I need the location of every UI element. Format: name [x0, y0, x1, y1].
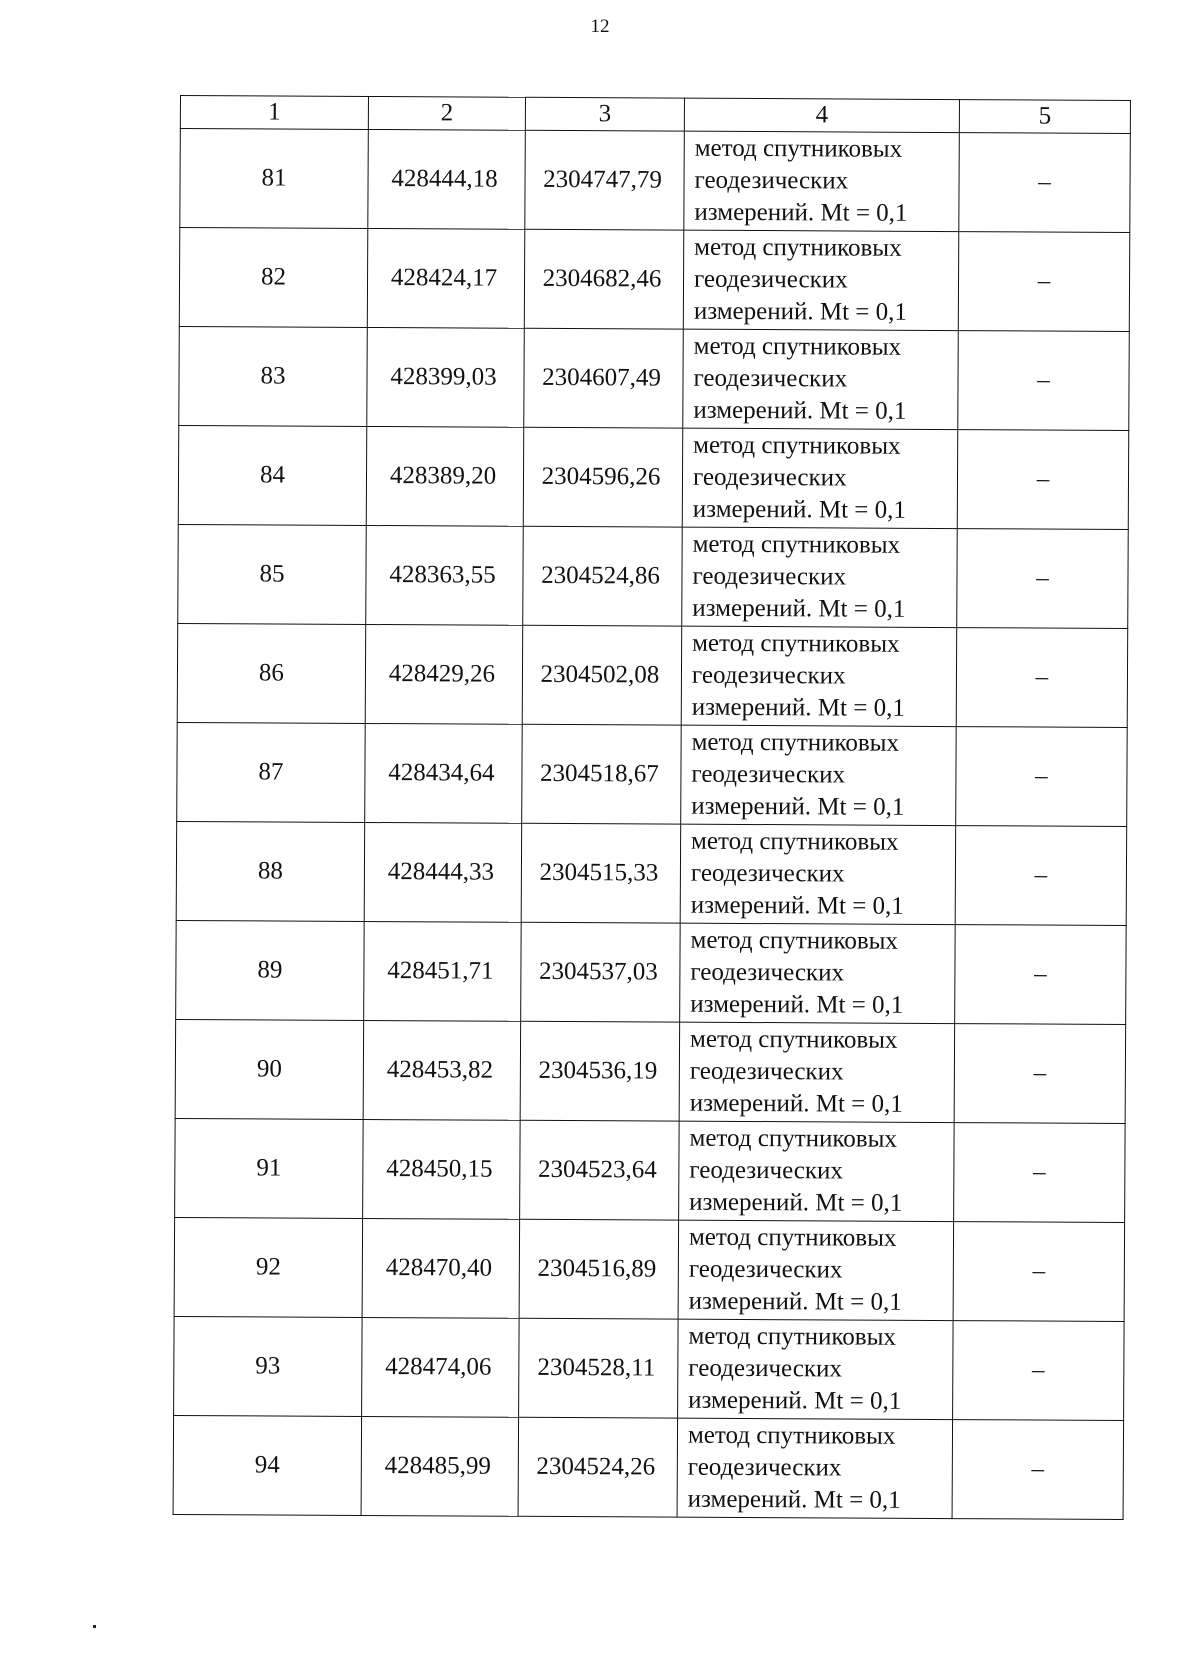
- x-coordinate-cell: 428424,17: [367, 228, 525, 328]
- note-cell: –: [955, 925, 1127, 1025]
- method-line-1: метод спутниковых: [693, 332, 902, 361]
- point-number-cell: 82: [179, 228, 368, 328]
- method-line-2: геодезических: [693, 364, 848, 393]
- note-cell: –: [952, 1420, 1124, 1520]
- note-cell: –: [956, 628, 1128, 728]
- method-cell: [680, 923, 956, 1023]
- method-line-2: геодезических: [692, 463, 847, 492]
- column-header-2: 2: [368, 96, 525, 130]
- method-line-3: измерений. Mt = 0,1: [693, 297, 908, 326]
- method-line-2: геодезических: [691, 661, 846, 690]
- method-line-3: измерений. Mt = 0,1: [688, 1287, 902, 1316]
- method-line-1: метод спутниковых: [688, 1322, 896, 1351]
- method-line-2: геодезических: [689, 1156, 844, 1185]
- point-number-cell: 85: [178, 524, 367, 624]
- method-cell: [683, 230, 959, 330]
- page-number: 12: [590, 16, 610, 37]
- method-line-1: метод спутниковых: [694, 134, 903, 163]
- method-line-2: геодезических: [688, 1255, 843, 1284]
- method-line-1: метод спутниковых: [688, 1223, 897, 1252]
- y-coordinate-cell: 2304523,64: [520, 1120, 680, 1220]
- method-line-1: метод спутниковых: [689, 1025, 898, 1054]
- table-row: [176, 821, 1127, 925]
- method-line-1: метод спутниковых: [689, 1124, 898, 1153]
- method-line-2: геодезических: [690, 859, 845, 888]
- point-number-cell: 87: [177, 722, 366, 822]
- y-coordinate-cell: 2304596,26: [523, 427, 683, 527]
- x-coordinate-cell: 428470,40: [362, 1218, 520, 1318]
- method-cell: [679, 1022, 955, 1122]
- scan-speck: [93, 1625, 96, 1628]
- method-line-1: метод спутниковых: [692, 530, 901, 559]
- table-header-row: [180, 96, 1130, 134]
- x-coordinate-cell: 428451,71: [364, 921, 522, 1021]
- method-line-2: геодезических: [691, 760, 846, 789]
- method-cell: [683, 329, 959, 429]
- x-coordinate-cell: 428450,15: [363, 1119, 521, 1219]
- point-number-cell: 84: [178, 425, 367, 525]
- column-header-4: 4: [684, 98, 959, 132]
- point-number-cell: 93: [174, 1316, 363, 1416]
- coordinates-table: [173, 95, 1131, 1520]
- note-cell: –: [953, 1321, 1125, 1421]
- column-header-1: 1: [180, 96, 368, 130]
- x-coordinate-cell: 428389,20: [366, 426, 524, 526]
- table-body: [173, 129, 1130, 1520]
- method-line-1: метод спутниковых: [693, 431, 901, 460]
- method-line-3: измерений. Mt = 0,1: [692, 594, 906, 623]
- y-coordinate-cell: 2304502,08: [522, 625, 682, 725]
- x-coordinate-cell: 428429,26: [365, 624, 523, 724]
- method-cell: [682, 527, 958, 627]
- note-cell: –: [958, 232, 1130, 332]
- method-line-1: метод спутниковых: [694, 233, 902, 262]
- method-line-1: метод спутниковых: [691, 728, 900, 757]
- table-row: [180, 129, 1131, 233]
- method-line-1: метод спутниковых: [692, 629, 900, 658]
- point-number-cell: 88: [176, 821, 365, 921]
- y-coordinate-cell: 2304524,26: [518, 1417, 678, 1517]
- method-cell: [677, 1418, 953, 1518]
- y-coordinate-cell: 2304747,79: [525, 130, 685, 230]
- y-coordinate-cell: 2304515,33: [521, 823, 681, 923]
- point-number-cell: 90: [175, 1019, 364, 1119]
- note-cell: –: [957, 430, 1129, 530]
- point-number-cell: 94: [173, 1415, 362, 1515]
- note-cell: –: [957, 529, 1129, 629]
- method-cell: [681, 626, 957, 726]
- method-line-1: метод спутниковых: [687, 1421, 896, 1450]
- table-row: [174, 1217, 1125, 1321]
- method-cell: [678, 1220, 954, 1320]
- note-cell: –: [954, 1024, 1126, 1124]
- point-number-cell: 83: [179, 326, 368, 426]
- x-coordinate-cell: 428444,18: [368, 129, 526, 229]
- table-row: [178, 524, 1129, 628]
- method-line-2: геодезических: [690, 958, 845, 987]
- y-coordinate-cell: 2304524,86: [523, 526, 683, 626]
- method-line-3: измерений. Mt = 0,1: [689, 1089, 903, 1118]
- column-header-5: 5: [959, 100, 1130, 134]
- method-cell: [684, 131, 960, 231]
- table-row: [174, 1316, 1125, 1420]
- point-number-cell: 91: [175, 1118, 364, 1218]
- x-coordinate-cell: 428474,06: [362, 1317, 520, 1417]
- method-cell: [682, 428, 958, 528]
- table-row: [175, 1019, 1126, 1123]
- y-coordinate-cell: 2304536,19: [520, 1021, 680, 1121]
- x-coordinate-cell: 428444,33: [364, 822, 522, 922]
- table-row: [176, 920, 1127, 1024]
- table-row: [177, 722, 1128, 826]
- method-line-2: геодезических: [694, 166, 849, 195]
- note-cell: –: [955, 826, 1127, 926]
- method-line-2: геодезических: [693, 265, 848, 294]
- column-header-3: 3: [525, 97, 684, 131]
- note-cell: –: [954, 1123, 1126, 1223]
- method-line-3: измерений. Mt = 0,1: [691, 792, 905, 821]
- y-coordinate-cell: 2304528,11: [519, 1318, 679, 1418]
- method-line-3: измерений. Mt = 0,1: [690, 990, 904, 1019]
- method-line-3: измерений. Mt = 0,1: [693, 396, 907, 425]
- method-cell: [681, 725, 957, 825]
- table-row: [179, 228, 1130, 332]
- note-cell: –: [958, 331, 1130, 431]
- point-number-cell: 89: [176, 920, 365, 1020]
- method-line-3: измерений. Mt = 0,1: [692, 495, 906, 524]
- method-cell: [678, 1319, 954, 1419]
- note-cell: –: [956, 727, 1128, 827]
- method-line-3: измерений. Mt = 0,1: [689, 1188, 903, 1217]
- table-row: [175, 1118, 1126, 1222]
- y-coordinate-cell: 2304607,49: [524, 328, 684, 428]
- point-number-cell: 92: [174, 1217, 363, 1317]
- x-coordinate-cell: 428399,03: [367, 327, 525, 427]
- y-coordinate-cell: 2304682,46: [524, 229, 684, 329]
- method-line-1: метод спутниковых: [691, 827, 899, 856]
- point-number-cell: 86: [177, 623, 366, 723]
- method-line-1: метод спутниковых: [690, 926, 899, 955]
- table-row: [173, 1415, 1124, 1519]
- method-line-2: геодезических: [689, 1057, 844, 1086]
- method-line-2: геодезических: [692, 562, 847, 591]
- x-coordinate-cell: 428434,64: [365, 723, 523, 823]
- y-coordinate-cell: 2304516,89: [519, 1219, 679, 1319]
- table-row: [178, 425, 1129, 529]
- point-number-cell: 81: [180, 129, 369, 229]
- table-row: [179, 326, 1130, 430]
- method-line-3: измерений. Mt = 0,1: [691, 693, 905, 722]
- method-line-3: измерений. Mt = 0,1: [687, 1485, 901, 1514]
- method-line-3: измерений. Mt = 0,1: [688, 1386, 902, 1415]
- method-line-3: измерений. Mt = 0,1: [694, 198, 908, 227]
- x-coordinate-cell: 428453,82: [363, 1020, 521, 1120]
- y-coordinate-cell: 2304537,03: [521, 922, 681, 1022]
- table-row: [177, 623, 1128, 727]
- method-cell: [679, 1121, 955, 1221]
- note-cell: –: [959, 133, 1131, 233]
- x-coordinate-cell: 428363,55: [366, 525, 524, 625]
- method-line-2: геодезических: [687, 1453, 842, 1482]
- method-cell: [680, 824, 956, 924]
- x-coordinate-cell: 428485,99: [361, 1416, 519, 1516]
- method-line-3: измерений. Mt = 0,1: [690, 891, 904, 920]
- note-cell: –: [953, 1222, 1125, 1322]
- y-coordinate-cell: 2304518,67: [522, 724, 682, 824]
- method-line-2: геодезических: [688, 1354, 843, 1383]
